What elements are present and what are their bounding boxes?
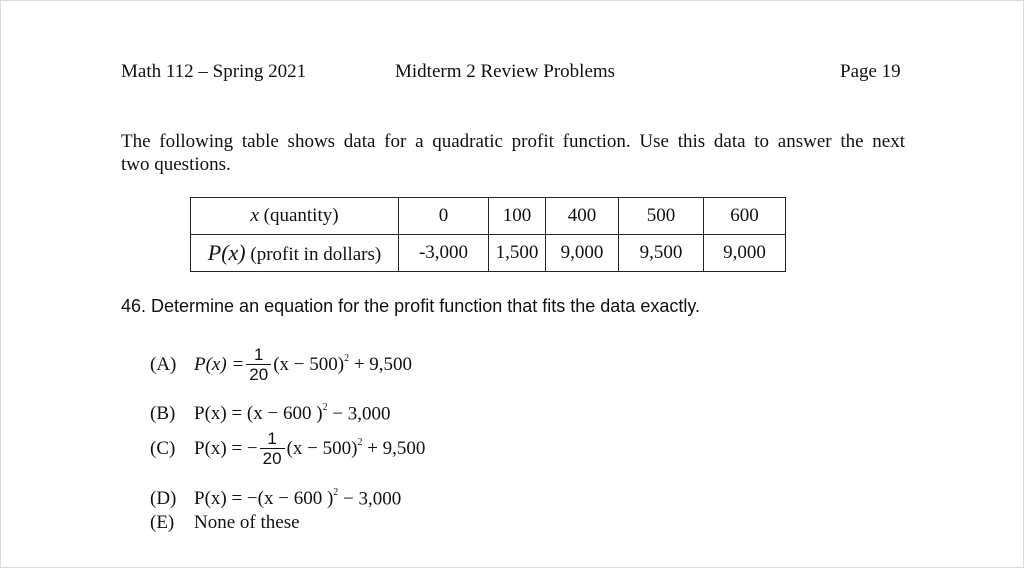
exponent: 2 <box>344 352 350 364</box>
option-label: (E) <box>150 512 175 533</box>
option-c <box>150 430 425 469</box>
row-header-profit <box>191 235 399 272</box>
fraction-numerator: 1 <box>260 430 285 449</box>
question-46: 46. Determine an equation for the profit function that fits the data exactly. <box>121 296 701 316</box>
exponent: 2 <box>322 402 328 413</box>
table-cell: 9,000 <box>704 235 786 272</box>
option-a-tail: + 9,500 <box>349 353 413 375</box>
fraction-denominator: 20 <box>262 449 282 468</box>
table-cell: 100 <box>489 198 546 235</box>
option-d-tail: − 3,000 <box>338 488 402 510</box>
option-d-lhs: P(x) = −(x − 600 ) <box>194 488 334 510</box>
x-variable: x <box>250 205 259 226</box>
option-e-text: None of these <box>194 512 300 533</box>
option-c-body: (x − 500) <box>286 437 358 459</box>
row-header-quantity <box>191 198 399 235</box>
p-argument: (x) <box>221 240 246 265</box>
intro-line-2: two questions. <box>121 154 231 175</box>
table-cell: 0 <box>399 198 489 235</box>
fraction <box>260 430 285 469</box>
quantity-label: (quantity) <box>258 205 339 226</box>
data-table <box>190 197 786 272</box>
option-label: (B) <box>150 403 176 425</box>
exponent: 2 <box>333 487 339 498</box>
p-function: P <box>207 240 222 265</box>
table-cell: 500 <box>619 198 704 235</box>
option-c-lhs: P(x) = − <box>194 437 258 459</box>
option-a <box>150 346 412 385</box>
course-label: Math 112 – Spring 2021 <box>121 61 307 82</box>
option-d <box>150 483 401 511</box>
profit-label: (profit in dollars) <box>245 244 382 265</box>
document-title: Midterm 2 Review Problems <box>395 61 616 82</box>
fraction-denominator: 20 <box>249 365 269 384</box>
fraction-numerator: 1 <box>246 346 271 365</box>
table-row-quantity <box>191 198 786 235</box>
option-b <box>150 398 391 426</box>
option-b-lhs: P(x) = (x − 600 ) <box>194 403 323 425</box>
option-label: (A) <box>150 353 177 375</box>
page-number: Page 19 <box>840 61 901 82</box>
table-cell: -3,000 <box>399 235 489 272</box>
option-b-tail: − 3,000 <box>327 403 391 425</box>
table-row-profit <box>191 235 786 272</box>
option-label: (D) <box>150 488 177 510</box>
table-cell: 400 <box>546 198 619 235</box>
exponent: 2 <box>357 436 363 448</box>
option-a-lhs: P(x) = <box>194 353 245 375</box>
table-cell: 600 <box>704 198 786 235</box>
option-label: (C) <box>150 437 176 459</box>
intro-line-1: The following table shows data for a quadratic profit function. Use this data to answer the next <box>121 131 905 152</box>
fraction <box>246 346 271 385</box>
intro-paragraph <box>121 130 905 176</box>
option-a-body: (x − 500) <box>273 353 345 375</box>
option-c-tail: + 9,500 <box>362 437 426 459</box>
table-cell: 9,500 <box>619 235 704 272</box>
table-cell: 1,500 <box>489 235 546 272</box>
table-cell: 9,000 <box>546 235 619 272</box>
option-e <box>150 511 300 535</box>
